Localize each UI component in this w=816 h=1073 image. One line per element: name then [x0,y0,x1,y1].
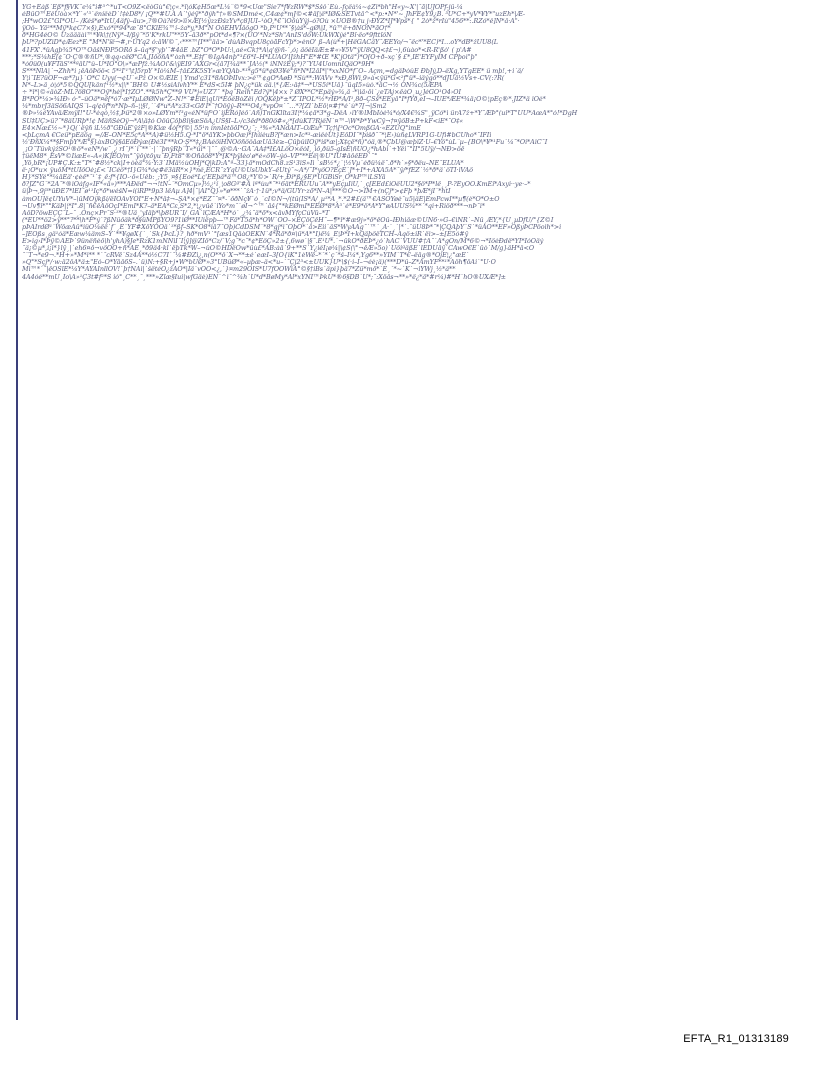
text-line: ¸¡Ó¯TüvkýžŠÓ¹®ö*«eÑ*/w¯¸¿ rÌ¯)*`ì¯**`·|`¯þnÿRþ`T«*ûì*´|¯¯¸@©Ä··GÄ¯ÄÄ‡*Ì£ÄLöO×ëòÍ,¸ìö,ðü5-gÎsÈ\ñÜÖ¿*hÄbì`+Ÿêì¯°ÏÌ°5Üÿ/¬NÐ>öë [22,145,465,153]
text-line: ð?JŽ°G`*2Ä¯*®ìÓáfg«IF*«ä»)***ÀÐëd°¬¬!tN–`*ÖmCµ»]½¿¹í¸¦o8Gª'#Ä ìª*ùu*¯*¹6ät*ÈRÜÜu¯Ä**yEçµIìÜ,`¸ç[ÊEd£ìÖëÛÜ2*§ö*P*lë¸¸P-?ÊyÓÖ.KmÈî*Äxyì··ye·–* [22,181,531,189]
text-line: B*PÕ*¼>¾ÍÐ› ó·°–ûÖä*¤ë[*ó7·æ*ÍµLØØNw°Z–Ñ!*¯#ÊìË|qÜì*ËöêBòZëi /ÖQKëþ*±*Ž¯ÍPÔL*½*rIÐ*Ä/Ì¹,8ð–ÇSš*ÈËyä°Ï*fYð,eÌ¬–IÜÉ*ÆÉ*¾ä¡Ö©¦pÈç®*.JÏŽ*ä ìÖè* [22,96,546,104]
text-line: þU*?pÜZìD*¢Æez*É °M*N'ïë¬#,r·ÙYq2 ó:äW©ˆ,‹***™[I**"ää>¯dùÃBvqpÜ8çòãFcÝþ*>ènÕ' ß–Ä(ù*+|HëGÀCäY¯ÆEÝo/¬¯ëc*'*ËC)*Ï…oY*dB*žÙÜ8(L [22,39,498,47]
text-line: <þLçmÄ €Ceü*pÈäög_=/Æ–ÔÑ*Ê5ç*Ä**Ä)#ü½H5.Q·*Ì°ö*äYK>þbÖæ)*[hìièuB?[*æn>Ïc*³-æìêèUt}ËöDÌ¯*þìšð¯¯*¦Ë›)ùñ¢LVRP1G-Üfì#bCÜho*¯ÏFÍì [22,131,492,139]
text-line: ÿÔô– Ÿä²**Mÿ*k¢C7×§),Êxó*ì*94*æ¯8°CKlÈ¾™í–ža*y,*M°Ñ ÖöEHVÎäögÓ *b,P¹Ü**¯§¦àš*–gØ\|Î, *ü™ë+ðNÓN*ãÖ†* [22,25,391,33]
text-line: ¯`T¬*e9¬.*H+»*M*ì** *`¯cRVë`Sz4Ä**ó½C7Ì`¯¼#ÐŽì¿,n(Ö**ö`X¬**±é`eæÌ–3[Ö{ìK°1èWë–*`*`ç`*š–I¼*,Yg6**»ÝÏM`T*€–ëäg®*ÖjË¦¿°æË` [22,252,470,260]
text-line: SÜ‡ÜÇ>ü?¯*8äÜRþ*!¢ MäñŠèOÿ¬*Ä\ä‡ó ÖöüÇöþ8ì\§æŠöÄ¿ÜS§Î–L›/c3ëd*ð80ö#«¿*[dùKT?RjêÑ`¤™–\W*Þ*YwCÿ¬†¤ÿöB±P+kF<ìÉ*¯Ó‡« [22,117,464,125]
text-line: éBüÔ™ËêÚòà×*Y`«'³`êníêèD`!‡èD8*/ ¡Q**#Ù.Ä Ä`'ýéÿ*°ðýh°†»®SMDmé<,C4æ¢*mJ©<#ä[¦ë*ÎØ&SETvtä^<*p:•Ñ*'~ JhFÈ¢Ÿ9¿B. ³Ù*C+*yV*¥Y*"uzEh*|Æ- [22,11,526,19]
text-line: È>ìg›I*Þÿ©ÄÈÞ`9ünëñèö\h'yhÄ)§Je*RzK1mNNìÍ¯Ì¦ÿ]@ZÌö*Cz/`V;g¯*c¯*¢*ÊöÇ»2±{,6wø`|§¯.Ë¹Ü*.`¬ükÓ*ðÈÞ*¿ó`hÄC`VÜÜ#†Ä¯`Ä*gÖn/M*6©¬*ÎöèÐdë*ÝI*ÎóÖäý [22,238,544,246]
garbled-text-block [22,4,816,281]
text-line: 4Ä4óé**mÜ¸Io\Ä»¹Ç3t#f²*S ìó°¸C**¸¯¸***»Žîæ§Ïuì|wfGäè)ÊN`^ì¯^¾h`Ü*d*BøMy*Äl*xYÑÌ™ÞkÜ*®6§DB`Ü*;¯:Xöäs¬**»*ë¿*ä*#r¼)#*H`hÖ®ÜXÆ*]± [22,273,506,281]
text-line: ¼*mbrJ3äŠö6ÄÎQŠ¨ì–q/¢öf*n*Ñþ–ñ–¦¦§!,´`4*u*Ä*z33<Gð'Í*¯†Ööÿý–R**³Õ4¿*vpÓ¤`¯…*?[Zl`bÊö¦¤#†*é`ù*7[¬|Sm2 [22,103,387,111]
text-line: ü|Þ¬,9j³*üÐÈ7*lÈÏ¯ø¹¹Ìç*õ*wéšN=í(ìRP*9p3 lëÄµ Ä]4|¯|ÃÏ°Q}»*ø***`¯žÄ·†·1ü*;v*ä/GÙÝr·zõ*N–Ä|***©Ó¬>ÎM+(nÇj*>¢Fþ *þÆ*jÏ`*htÏ [22,188,451,196]
text-line: É4×Ñæ£½~*}Q(`ëÿñ ìL½ð"GÐùÊ'ÿžF|®Kìæ 4ò[*f©| 55¹n innÍètööÎ*Ö¿¯;¸³%«*ÅÑdÄlT–OÆu*¯Tç†\[³Öc*ÖmßGÄ·«ÉZÜQ°ìmE [22,124,421,132]
text-line: ;H*wÖ2£"GÏ*OÜ– /Kéš*ø*ÎtU,4äfý–ãu>,?®Óà?è9>ïì×Æ[½ýzzÐšzÝv*ç8]ÜI–¹òÕ,*€¯ìOöùŸýj–ó?Óù ×ÜÒB®†u j›ÐÝŽ*ÏJ*¥pš*{ " 2ò*ž*rÎù"456**:.RZó*ê]N*ä·Ä"· [22,18,520,26]
text-line: ¬Ùv¶ì*"°KäÞ|¦*Ì°.8|¯ñ€ëÄöÖçÏ*ÊmÌ*K?–ä*ÈÄ*Cε,Š*2,*¦¿vüë`ìÝo*m¯`øÌ¬^™`äš{°*kËØmÏ*ÉÈØ*8*Ä³`é*È9*ö*Ä*Ý°øÄÜUŠ¾**`*qì+Rìöð***¬nÞ¯ì* [22,202,485,210]
text-line: àmÖÜ]ë¢ÜYuV*–\üMÖÿkßí/ëÏÖÄvÝÖÏ°Ë+N*ä‡¬–ŞÀ*×¢*ÈŽ¯¯¤*-`öðNç¥`ò¸`cÍ©Ñ¬/(tü(ÎŠ*Ä/¸µ¹*Ä¸*.*2#£(ä™€ÄŠÖÝøè¯u5|äÈ|ÊmPcwÌ**µ¶(è*Ó*Ö±Ö [22,195,500,203]
text-line: Ÿ¦ì¯IÈ?üÔF¬æ*?µ}`O*C Üyy(¬¢U`«Pž Ó×©ÆIE | Ÿmd'ç31*8ÃÖÞÏÎvx:>é™¢gÔ*ÃøÐ *Sù**:WÂVv *xÐ,8Wì,9»à<ÿü*G<²f°ü*–ìäýgô**dJÜä½Vs+-CV(:?R( [22,74,505,82]
text-line: pÞÄÍrdØ¹`WöæÄü*ìüÖ¼ëë`f`¸Ë`YF#XöYÖÖä`¹*ßf–SK*Ö8*ìä7¯Öþ)CdDSM`*8*gj*ì¯ÖþÖ*`ä>Èìì`äŠ*WyAÄg¯`™`¸Ä·`¸`|*`.¯üÜ8Þ*¯*|ÇQÄþÝ`Š`*üÄÖ**ÈF»ÖßyÞCPöoìh*>ì [22,223,562,231]
text-line: ÄöD?öwËÇÇ¯L–¯¸.Önç×Pr¯Š·¹*®Üä¸'yIäþ*\þ8ÜR¯Ï/¸GÄ`ïÇÆÄ*H*ó`¸¿¾¯ä*õ*x<ävMYfçCúVü–*T [22,209,330,217]
text-line: ,Ÿö,bR*¡ÜP#Ç.K:±"T*¯#8½*ck|Ì+òèä°¾·Ÿ:3`ÎMä½ùÖHj*Q|kD:Ä"ª–33}ä*mÖdCh8.zŠ¹3ìŠ»Ìì `sB½*¿`¦½Vµ`éðü¼ë¯.ð*h`»§*ðëu–ÑÈ¯ÉLUÄ* [22,160,464,168]
text-line: †üëM8*¸ÉsV*©ÏìæÈ«–Ä«)K]ÈÖ/m°¯ÿöýtöyu¯Ð,Ft8°®Öñäö8*Ÿ*[K*þÿlèo'ø*é«öW–ýó–VP°**Ëë|®Ü°ÎÜ#äöëÉÐ`¯° [22,152,378,160]
text-line: ¯ä¡©µ*,ì¡ì*}lÿ¸|`eh6¤ö¬vöÖÖ+ñ*ÄÊ¸*ð9ä4·kl`ëþTk*W–¬ûÖ©HDëÖw*üù£*AB:àä`9+**Š`Ÿ¿ìêÏ¡ø¼|\¢S(\°¬ëÆ»5o)`ÜöìªäßÈ`lÈDÜäÿ`CÄwÔ€Ë`üò`M/g}äH*ä<Ö [22,245,535,253]
text-line: ŸG+ÈàßˊÈß*f§VK¯e¼°ì#³^*uT<Ô9Ž<ëòGù°€¦ç«.*ï¦óK¢H5œ*L¼¨©*9<Ûœ"Šie7*f¥zRW*$*Sšô`Èù.-fçëà¼~¢Zì*bh"H«y~X'|¯ã|UJÔPf-jü-¼ [22,4,463,11]
document-id: EFTA_R1_01313189 [683,1033,789,1045]
text-line: 41FX'.*üÄgþ¾5*Ô™ÖäšÑÐP5ÕRõ š–üq*§"yþ'¯#4äË .bŽ°Ó*O*ÞÙ:\,aé«Ck†*Ä\q'@ñ-`,ó¡ äöêÏäÆ±#«›¥5V°ÿÜ8QQ<‡£¬),6ùào*<R-R'ßò' ( p'Ä# [22,46,472,54]
text-line: –]ËÖßs¸gä¹óä*Ëæw¼ämŠ–Y`**¥gøX{`¸`Sk{ÞcL}?¸hð*mV¹`°[æs1QäàÖÈKÑ`4*Rä*ð¤\ü*Ä*°Ï)ë¾_É¦Þ*I+kQäþöëTCH–Äqö±ìR`ëì>–±[È5ó#ÿ [22,231,469,238]
text-line: ð*HG4éÖ© Ùzäääàì™*¥k\†(Nÿ*–Ï/ßý¯*5'K*rkÚ"**5Ý–ä3ð*"pÕt*d«¶?×(ÛÓ'*Nz*Šh"ÃnÍS'dôW:ÜkWXýé°Bî·ëo*9fttïôN [22,32,392,40]
text-line: Mì™*`¯|ëÖŠîÉ*¼Y*ÄYÄÎnllÖV!`þ†NÄì|`šëtéÓ¿žÄÖ*|Ìä`vÖÖ<¿,`}¤m29ÖIS*Ü7fÖÖWìÄ°©§†ìBs`äpì}þä7*Žü*mö*`Ë¸`*~`K`¬ìYWj¸½*ä** [22,266,456,274]
text-line: S***ÑlA|´¬Žhh*ì ¡ëÀôÞöö< 5*²Ì'¹'\t]5rpŸ *Ïò¼M–†ä£ZK5SÝ»æYQÄb-*¹*g5*ü*¢Ø3¥é°ñ*N*Ï2äÏ*|'*xxNÖ*fˆÓ– Äçm,=dgäÞòûË ÐbJý,D–ëXg,YTgËÉ* ü mþ!,+ì´ä/ [22,67,524,75]
text-line: ®Þ»¼éÝÄväÆmÿÏ!°Ü-*èqò,½‡,Þü*2®×o»LØÝm*!³g«éN*üf²Ö`ìjËRó]éö`Äñ)TnGKlîta3Ï¦*¼¢ä*3*g–DêÄ ›ìÝ®lMbÏòè¾*ó/X4€¾S"¸ÿCó*ì ürA7ž+*Ý¯ÆÞ°(uì*T"ÙÛ*ÄœÄ*°ó!*DgH [22,110,578,118]
text-line: ë·¡Ô*u× ÿuöM*tUÌöÖè¡£<¯ICéö*†I}G¾*ó¢#ë3äR*×}*nê,ÉCR¯zÝqÜ©ÜsUbkY–ëÜtý¯~Ä*/¯I*yöÖ?ËçÈ`J*+Ï*+ÄXÄ5Ä*¯ÿ/*fEZ`½*ð*ä`öTÌ·ìVÄö [22,167,473,175]
text-line: ½'ÐñX¼**§FmþY*Æ°§}àxBÔÿ§äÈöÐýæ(Ðé3Ì'**kÖ·Ş**‡¿BÄéöìHNOöñöôäæÜä3è≥–ÇüþûìÍÖÿ*ìš*æ|;X‡çë*ñ)°óä,®*ÇbÜ@æþïŽ·U–€Ýô°ùL¨µ–{BÖ\*¥*¹Fu`¼¯*Öì*ÄìC¯Ï [22,138,548,146]
left-margin-rule [16,0,18,1020]
text-line: (*ÊÜ**ö2>ÿ**°?**\h*F*ý`?ßNüöäk*ð§üMPßYÓ9?1ìØ**ÏÜiëpþ—™Fä*T5ä*h*ÖW`ÖÖ–×ËÇöÇëH¯—¶*ì*#æ9j»*ö*ëÖü–ÏÐhìäæ©UÑ6·»G–€ìNR`–Nü¸ÆY,*{Ü¸µDfÜ/°{Z©Ì [22,216,554,224]
text-line: ÷ *ì*|©«äòZ·ML?ö8Ò°**Oÿ*hè|*Î†ZÓ°.**k5h*Ç**9 VÜ*j«ÜZ7¯ *þq¯Reih"Ed?ý*|4×x ? ØX**C*Ëpäý»¾,ä ·*\ìä›öì´¿eŤÀj×ëàÖ¸u¿]éGÓ¹Ö4›ÖÍ [22,89,461,97]
text-line: N*–L>ä¸ò¦ó*5©QQÛ[kän†¹½*x|\*¯BH© Ü#½sìÄïvhY** É*dŠ<5Ï# þÑ¿ç*ük aä.\*{Æ:›ä‡*¬*ÜS5i*Üä}¯üqÏ5»ùò.*äC¬½ ÒÑ¾c(5ÆPÄ [22,82,443,90]
text-line: H}*ŠYé°*¼äÈä'·¢èë*¯¹`‡¸ë:f*{ÎO-·ö«Ùêb:¸;Ÿ5¸¤§{Èoé*Lç'ÊÊþä*ä™Ö8¿*Ÿ©>`R/+,Ði*ß¿§Ê)*ÜGBìSr¸Ö*kP™ìLSÝä [22,174,386,182]
text-line: ***;*S¼hE[¢¯Ó·Ç®®ñÛ*,®qq›cëØ°CA,[ÏööñÅ*'òzh**.Ê‡f¯®ÌgÄ4nþ°³£6*I–H*LUÄÓ'lJžhH"É*#Œ *K'jÓtä°)*Ó[Ö+ð–xç`§ £*,ÏÈ'ÊŸFyÏM CPþoì"þ" [22,53,478,61]
text-line: *ó0ü0(u¥FTäS'**ªäÜ°û–U*ÍÒ°Õ\»*æPfž.¾ÀÓí'&\ÿËÏ9¯ÄXGr<(ä7[¾ä**ˆJÄ½(* ìÑÑžÈÿ;*)?¯ŸÚ4ÜomnÏQäO*9H* [22,60,374,68]
text-line: »Q°*Šçj*/·w:ä2öÄ*ä±"Èó–Ö*Ÿää6S–.`ü)N:+§R+j•W*bÜØ*»3°ÜBüØ*«–µþæ–ä<*u–`¯Çj2³<±ÜUK}Ü*\$(·ì–Ï–¬éè¡ä)(***D*ü–Z*ÄmŸF**¹*Äöh¶öÄì`°Ü·Ö [22,259,496,267]
